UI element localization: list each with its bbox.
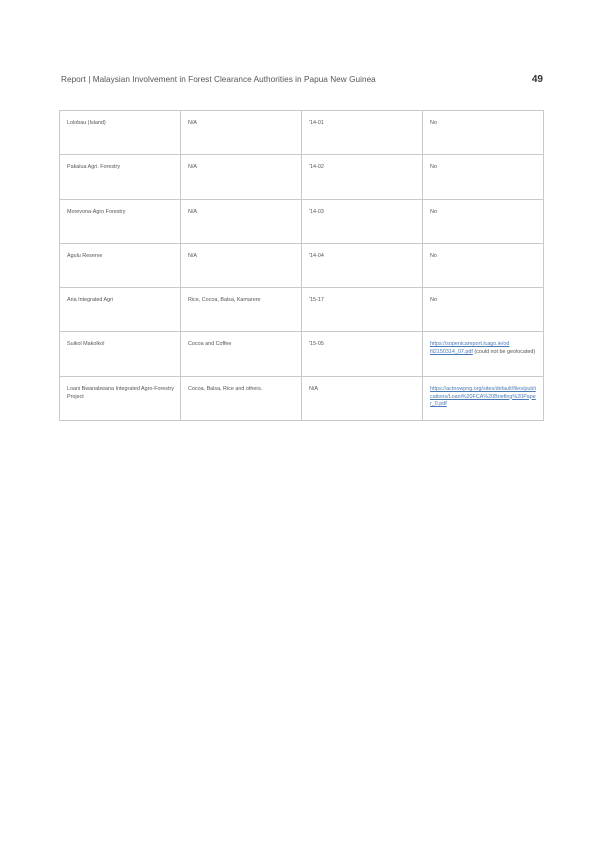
- source-cell: [423, 155, 544, 199]
- crops-cell: Cocoa and Coffee: [181, 332, 302, 376]
- table-row: [60, 199, 544, 243]
- crops-cell: N/A: [181, 199, 302, 243]
- crops-cell: N/A: [181, 243, 302, 287]
- table-row: [60, 332, 544, 376]
- source-cell: [423, 376, 544, 420]
- table-row: [60, 243, 544, 287]
- code-cell: '14-02: [302, 155, 423, 199]
- code-cell: '15-17: [302, 288, 423, 332]
- code-cell: '14-03: [302, 199, 423, 243]
- table-row: [60, 111, 544, 155]
- table-row: [60, 288, 544, 332]
- project-name-cell: Aria Integrated Agri: [60, 288, 181, 332]
- code-cell: '14-04: [302, 243, 423, 287]
- source-cell: [423, 243, 544, 287]
- note-text: No: [430, 164, 437, 171]
- source-cell: [423, 111, 544, 155]
- note-text: No: [430, 120, 437, 126]
- project-name-cell: Agulu Reserve: [60, 243, 181, 287]
- source-cell: [423, 332, 544, 376]
- note-text: No: [430, 252, 437, 259]
- project-name-cell: Pakalua Agri. Forestry: [60, 155, 181, 199]
- source-cell: [423, 199, 544, 243]
- code-cell: '14-01: [302, 111, 423, 155]
- table-row: [60, 376, 544, 420]
- source-cell: [423, 288, 544, 332]
- code-cell: N/A: [302, 376, 423, 420]
- project-table: [59, 110, 544, 421]
- crops-cell: Cocoa, Balsa, Rice and others.: [181, 376, 302, 420]
- source-link[interactable]: https://actnowpng.org/sites/default/files/publications/Loani%20FCA%20Briefing%20Paper_0.pdf: [430, 385, 536, 408]
- code-cell: '15-05: [302, 332, 423, 376]
- project-name-cell: Loani Bwanabwana Integrated Agro-Forestry Project: [60, 376, 181, 420]
- project-name-cell: Morevona-Agro Forestry: [60, 199, 181, 243]
- project-name-cell: Lolobau (Island): [60, 111, 181, 155]
- table-row: [60, 155, 544, 199]
- page-number: 49: [531, 74, 543, 85]
- source-link[interactable]: https://sopenicareport.icago.ie/od fil2150314_07.pdf: [430, 341, 510, 356]
- crops-cell: N/A: [181, 155, 302, 199]
- report-title: Report | Malaysian Involvement in Forest Clearance Authorities in Papua New Guinea: [61, 75, 376, 84]
- note-text: No: [430, 208, 437, 215]
- note-text: (could not be geolocated): [474, 349, 536, 356]
- project-name-cell: Suikol Makolkol: [60, 332, 181, 376]
- crops-cell: Rice, Cocoa, Balsa, Kamarere: [181, 288, 302, 332]
- note-text: No: [430, 297, 437, 304]
- page-header: [61, 74, 543, 85]
- crops-cell: N/A: [181, 111, 302, 155]
